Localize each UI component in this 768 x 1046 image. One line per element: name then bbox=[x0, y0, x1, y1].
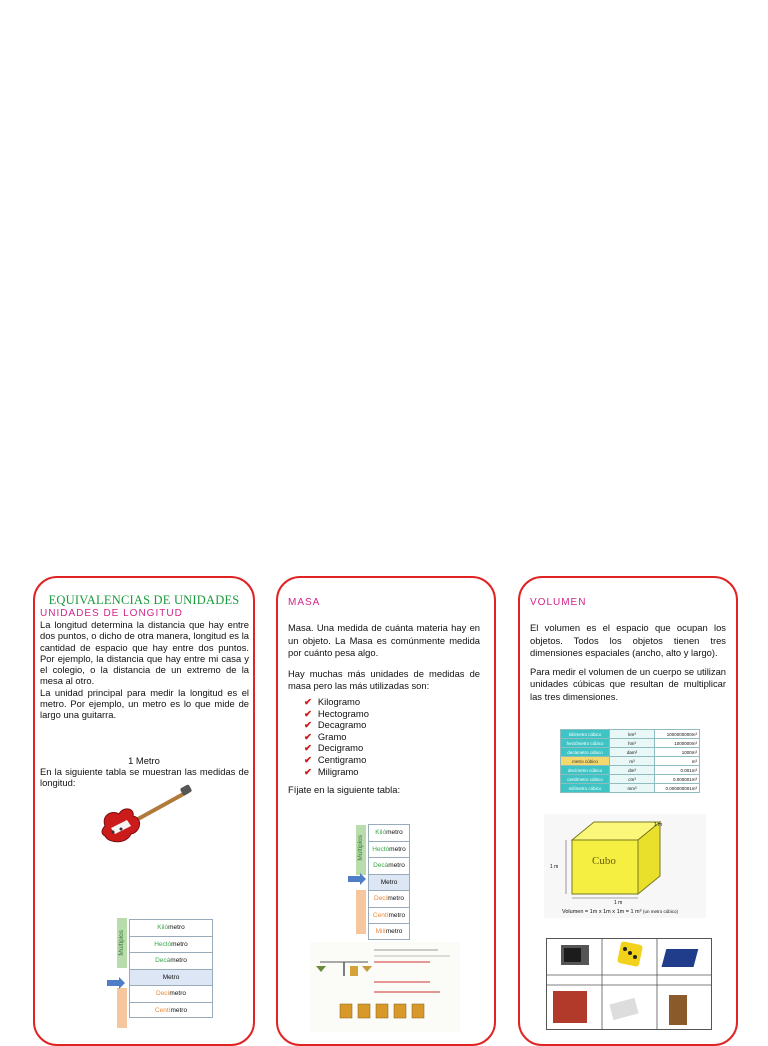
unit-name: Decagramo bbox=[317, 719, 367, 731]
table-cell-eq: 1000000m³ bbox=[655, 739, 700, 748]
table-cell-sym: dm³ bbox=[610, 766, 655, 775]
paragraph-cubic-units: Para medir el volumen de un cuerpo se utilizan unidades cúbicas que resultan de multiplicar las tres dimensiones. bbox=[530, 665, 726, 702]
list-item bbox=[304, 754, 480, 766]
arrow-icon bbox=[348, 876, 360, 882]
unit-suffix: metro bbox=[169, 990, 186, 997]
cube-depth-label: 1 m bbox=[654, 822, 663, 828]
list-item bbox=[304, 719, 480, 731]
unit-row bbox=[368, 857, 410, 874]
unit-name: Centigramo bbox=[317, 753, 367, 765]
table-cell-name: decímetro cúbico bbox=[561, 766, 610, 775]
submultiples-band bbox=[356, 890, 366, 934]
unit-prefix: Milí bbox=[375, 928, 386, 935]
cube-label: Cubo bbox=[592, 855, 616, 867]
unit-prefix: Kiló bbox=[157, 924, 169, 931]
mass-table bbox=[368, 824, 410, 940]
table-cell-sym: m³ bbox=[610, 757, 655, 766]
panel-longitud bbox=[33, 576, 255, 1046]
cube-height-label: 1 m bbox=[550, 864, 559, 870]
section-subtitle: UNIDADES DE LONGITUD bbox=[40, 608, 183, 619]
unit-suffix: metro bbox=[388, 862, 405, 869]
unit-suffix: metro bbox=[385, 928, 403, 935]
submultiples-band bbox=[117, 988, 127, 1028]
checkmark-icon: ✔ bbox=[304, 730, 312, 742]
table-cell-sym: km³ bbox=[610, 730, 655, 739]
unit-suffix: metro bbox=[170, 1006, 188, 1014]
scale-weights-image bbox=[310, 942, 460, 1032]
paragraph-definition: El volumen es el espacio que ocupan los objetos. Todos los objetos tienen tres dimensiones espaciales (ancho, alto y largo). bbox=[530, 622, 726, 659]
list-item bbox=[304, 696, 480, 708]
unit-row bbox=[129, 1002, 213, 1019]
unit-name: Kilogramo bbox=[317, 695, 361, 707]
table-cell-eq: 1000m³ bbox=[655, 748, 700, 757]
table-cell-name: kilómetro cúbico bbox=[561, 730, 610, 739]
unit-row bbox=[368, 890, 410, 907]
checkmark-icon: ✔ bbox=[304, 742, 312, 754]
table-cell-name: centímetro cúbico bbox=[561, 775, 610, 784]
metro-caption: 1 Metro bbox=[128, 754, 160, 766]
unit-row bbox=[129, 952, 213, 969]
cube-width-label: 1 m bbox=[614, 900, 623, 906]
checkmark-icon: ✔ bbox=[304, 695, 312, 707]
table-cell-eq: 0.000000001m³ bbox=[655, 784, 700, 793]
unit-name: Miligramo bbox=[317, 765, 359, 777]
unit-suffix: metro bbox=[389, 845, 406, 853]
unit-row bbox=[129, 969, 213, 986]
mass-units-list bbox=[304, 696, 480, 777]
unit-suffix: Metro bbox=[162, 973, 180, 981]
unit-prefix: Decí bbox=[374, 895, 388, 902]
table-cell-sym: mm³ bbox=[610, 784, 655, 793]
unit-prefix: Hectó bbox=[372, 845, 390, 853]
table-row bbox=[561, 775, 700, 784]
table-cell-name: decámetro cúbico bbox=[561, 748, 610, 757]
paragraph-tabla-intro: En la siguiente tabla se muestran las medidas de longitud: bbox=[40, 765, 249, 788]
cube-icon bbox=[544, 814, 706, 918]
table-cell-eq: 0.001m³ bbox=[655, 766, 700, 775]
objects-images bbox=[547, 939, 711, 1029]
unit-suffix: metro bbox=[168, 924, 185, 931]
cube-figure bbox=[544, 814, 706, 918]
unit-prefix: Centí bbox=[372, 911, 389, 919]
panel-masa bbox=[276, 576, 496, 1046]
guitar-icon bbox=[99, 784, 195, 846]
unit-prefix: Decá bbox=[155, 957, 171, 964]
section-title: VOLUMEN bbox=[530, 597, 587, 608]
unit-prefix: Centí bbox=[154, 1006, 171, 1014]
cube-formula: Volumen = 1m x 1m x 1m = 1 m³ (un metro cúbico) bbox=[562, 909, 679, 915]
paragraph-table-intro: Fíjate en la siguiente tabla: bbox=[288, 784, 401, 796]
checkmark-icon: ✔ bbox=[304, 707, 312, 719]
table-row bbox=[561, 730, 700, 739]
list-item bbox=[304, 766, 480, 778]
unit-suffix: Metro bbox=[380, 878, 398, 886]
table-cell-eq: 0.000001m³ bbox=[655, 775, 700, 784]
unit-suffix: metro bbox=[171, 940, 188, 948]
table-cell-sym: hm³ bbox=[610, 739, 655, 748]
list-item bbox=[304, 708, 480, 720]
unit-suffix: metro bbox=[387, 895, 404, 902]
table-row bbox=[561, 766, 700, 775]
unit-row bbox=[129, 985, 213, 1002]
multiples-label: Múltiplos bbox=[118, 930, 125, 956]
volume-units-table bbox=[560, 729, 700, 793]
unit-row bbox=[368, 824, 410, 841]
table-cell-sym: dam³ bbox=[610, 748, 655, 757]
multiples-label: Múltiplos bbox=[357, 835, 364, 861]
table-row bbox=[561, 784, 700, 793]
objects-grid bbox=[546, 938, 712, 1030]
paragraph-definition: La longitud determina la distancia que hay entre dos puntos, o dicho de otra manera, longitud es la cantidad de espacio que hay entre dos puntos. Por ejemplo, la distancia que hay entre mi casa y el colegio, o la distancia de un extremo de la mesa al otro. bbox=[40, 619, 249, 687]
unit-name: Gramo bbox=[317, 730, 347, 742]
unit-suffix: metro bbox=[170, 957, 187, 964]
table-row bbox=[561, 748, 700, 757]
unit-prefix: Decí bbox=[156, 990, 170, 997]
checkmark-icon: ✔ bbox=[304, 765, 312, 777]
unit-row bbox=[129, 936, 213, 953]
table-cell-name: milímetro cúbico bbox=[561, 784, 610, 793]
unit-row bbox=[129, 919, 213, 936]
arrow-icon bbox=[107, 980, 119, 986]
table-cell-eq: 1000000000m³ bbox=[655, 730, 700, 739]
table-cell-name: hectómetro cúbico bbox=[561, 739, 610, 748]
paragraph-units-intro: Hay muchas más unidades de medidas de masa pero las más utilizadas son: bbox=[288, 667, 480, 692]
checkmark-icon: ✔ bbox=[304, 753, 312, 765]
unit-suffix: metro bbox=[386, 829, 403, 836]
page-title: EQUIVALENCIAS DE UNIDADES bbox=[48, 593, 240, 607]
table-cell-eq: m³ bbox=[655, 757, 700, 766]
unit-suffix: metro bbox=[388, 911, 406, 919]
paragraph-definition: Masa. Una medida de cuánta materia hay en un objeto. La Masa es comúnmente medida por cuánto pesa algo. bbox=[288, 622, 480, 659]
unit-prefix: Hectó bbox=[154, 940, 172, 948]
unit-name: Decigramo bbox=[317, 742, 364, 754]
unit-row bbox=[368, 907, 410, 924]
unit-name: Hectogramo bbox=[317, 707, 369, 719]
unit-row bbox=[368, 841, 410, 858]
table-row bbox=[561, 757, 700, 766]
unit-prefix: Kiló bbox=[375, 829, 387, 836]
unit-row bbox=[368, 874, 410, 891]
panel-volumen bbox=[518, 576, 738, 1046]
list-item bbox=[304, 731, 480, 743]
paragraph-metro: La unidad principal para medir la longitud es el metro. Por ejemplo, un metro es lo que mide de largo una guitarra. bbox=[40, 686, 249, 721]
unit-row bbox=[368, 923, 410, 940]
table-row bbox=[561, 739, 700, 748]
length-table bbox=[129, 919, 213, 1018]
checkmark-icon: ✔ bbox=[304, 719, 312, 731]
section-title: MASA bbox=[288, 597, 321, 608]
table-cell-name: metro cúbico bbox=[561, 757, 610, 766]
unit-prefix: Decá bbox=[373, 862, 389, 869]
table-cell-sym: cm³ bbox=[610, 775, 655, 784]
list-item bbox=[304, 742, 480, 754]
